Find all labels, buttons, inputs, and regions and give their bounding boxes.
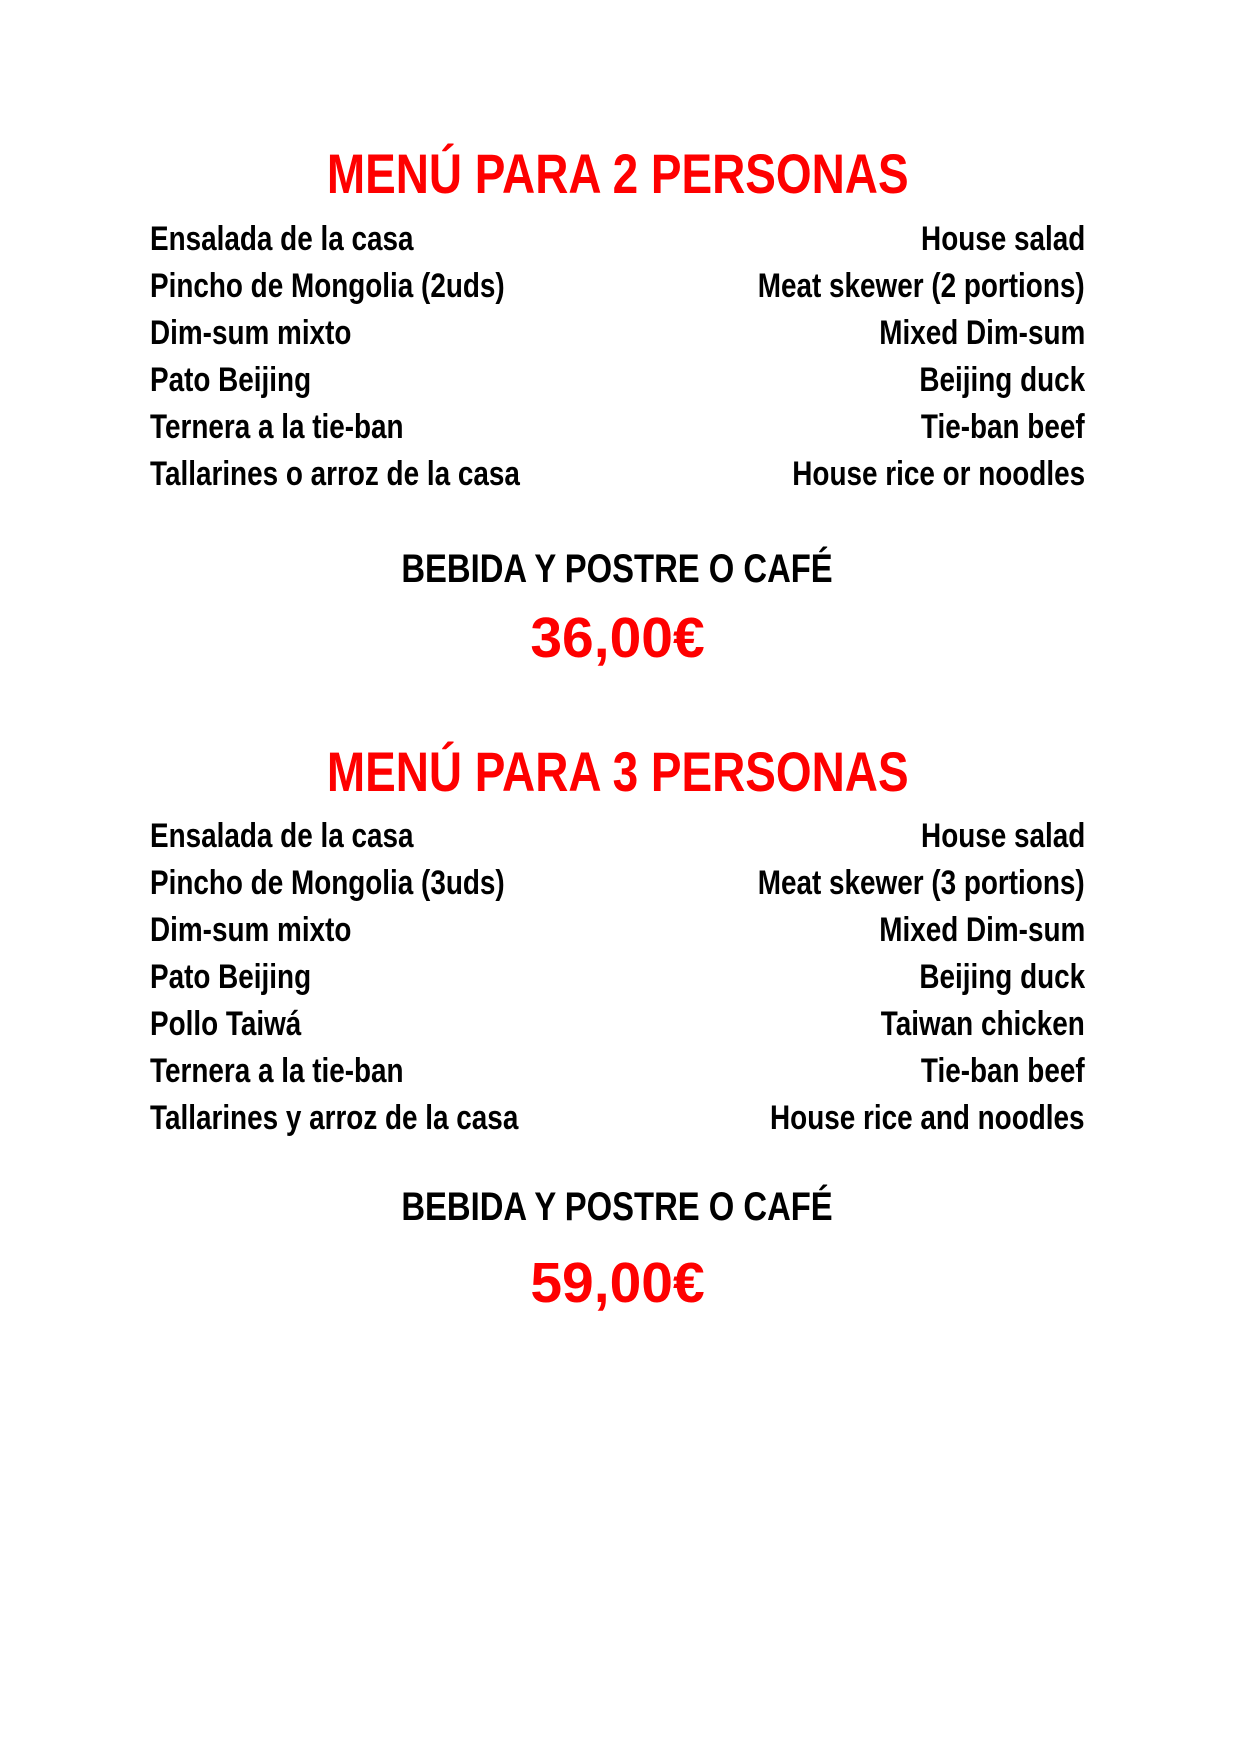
menu-3-price: 59,00€ [530,1251,705,1315]
item-name-en: Tie-ban beef [921,408,1085,446]
item-name-es: Ensalada de la casa [150,220,414,258]
menu-3-includes-line [150,1187,1085,1227]
item-name-es: Dim-sum mixto [150,314,352,352]
item-name-en: House salad [920,817,1085,855]
item-name-es: Ensalada de la casa [150,817,414,855]
menu-item-row [150,263,1085,310]
item-name-es: Pato Beijing [150,361,312,399]
item-name-en: Tie-ban beef [921,1052,1085,1090]
menu-2-price: 36,00€ [530,606,705,670]
item-name-en: Meat skewer (2 portions) [758,267,1085,305]
menu-item-row [150,954,1085,1001]
menu-2-items [150,216,1085,498]
item-name-en: Beijing duck [919,361,1085,399]
item-name-es: Pollo Taiwá [150,1005,302,1043]
menu-2-includes-line [150,549,1085,589]
menu-item-row [150,404,1085,451]
menu-item-row [150,907,1085,954]
menu-item-row [150,216,1085,263]
menu-item-row [150,451,1085,498]
menu-2-title [150,142,1085,205]
menu-item-row [150,357,1085,404]
item-name-en: Mixed Dim-sum [878,911,1085,949]
item-name-en: House rice and noodles [770,1099,1085,1137]
menu-item-row [150,1048,1085,1095]
item-name-en: Taiwan chicken [880,1005,1085,1043]
item-name-es: Pato Beijing [150,958,312,996]
item-name-en: Meat skewer (3 portions) [758,864,1085,902]
item-name-es: Tallarines y arroz de la casa [150,1099,519,1137]
item-name-es: Pincho de Mongolia (2uds) [150,267,505,305]
item-name-es: Tallarines o arroz de la casa [150,455,520,493]
menu-3-title [150,740,1085,803]
item-name-es: Pincho de Mongolia (3uds) [150,864,505,902]
menu-item-row [150,813,1085,860]
item-name-en: House salad [920,220,1085,258]
menu-item-row [150,310,1085,357]
menu-item-row [150,1095,1085,1142]
item-name-en: House rice or noodles [792,455,1085,493]
includes-text: BEBIDA Y POSTRE O CAFÉ [401,547,834,591]
menu-2-title-text: MENÚ PARA 2 PERSONAS [326,142,909,205]
includes-text: BEBIDA Y POSTRE O CAFÉ [401,1185,834,1229]
menu-item-row [150,1001,1085,1048]
item-name-en: Mixed Dim-sum [878,314,1085,352]
item-name-es: Dim-sum mixto [150,911,352,949]
menu-3-items [150,813,1085,1142]
item-name-en: Beijing duck [919,958,1085,996]
item-name-es: Ternera a la tie-ban [150,1052,404,1090]
menu-item-row [150,860,1085,907]
menu-3-title-text: MENÚ PARA 3 PERSONAS [326,740,909,803]
item-name-es: Ternera a la tie-ban [150,408,404,446]
